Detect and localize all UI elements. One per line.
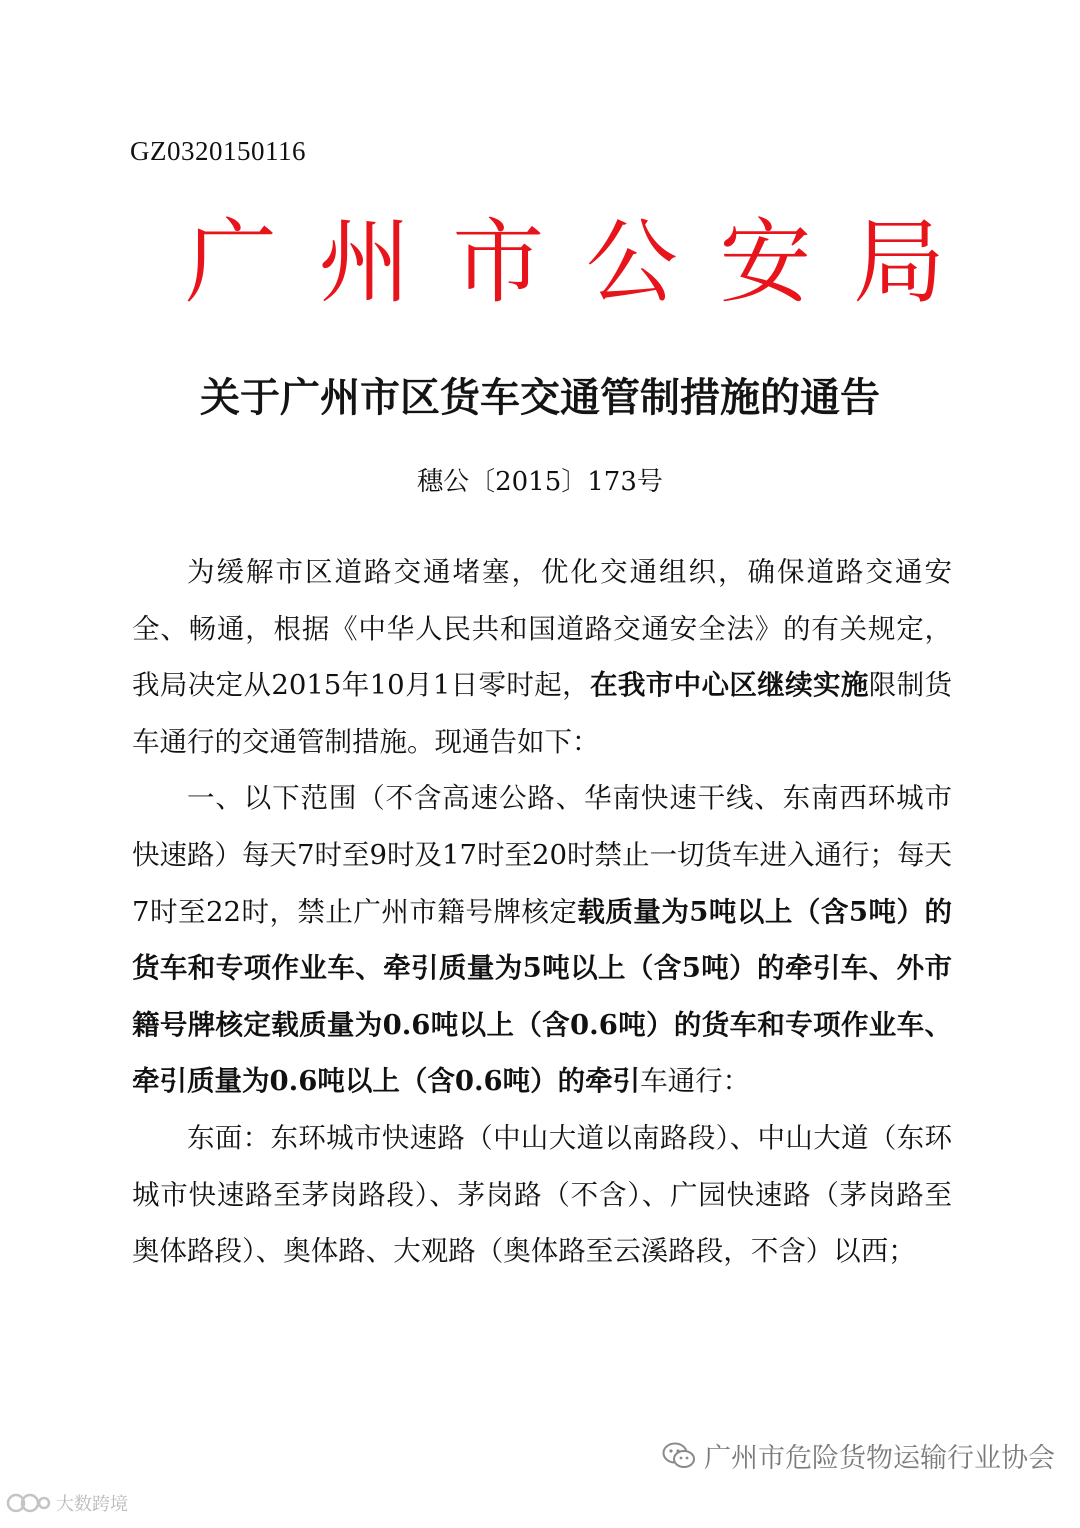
document-number: 穗公〔2015〕173号: [417, 467, 663, 497]
paragraph-scope: [132, 770, 952, 1110]
agency-char: 安: [719, 209, 812, 316]
paragraph-text: 限制货车通行的交通管制措施。现通告如下：: [132, 669, 953, 758]
agency-char: 局: [852, 209, 945, 316]
paragraph-text: 为缓解市区道路交通堵塞，优化交通组织，确保道路交通安全、畅通，根据《中华人民共和国道路交通安全法》的有关规定，我局决定从2015年10月1日零时起，: [132, 556, 952, 702]
agency-char: 广: [185, 209, 278, 316]
paragraph-emphasis: 载质量为5吨以上（含5吨）的货车和专项作业车、牵引质量为5吨以上（含5吨）的牵引车、外市籍号牌核定载质量为0.6吨以上（含0.6吨）的货车和专项作业车、牵引质量为0.6吨以上（含0.6吨）的牵引: [132, 895, 952, 1098]
notice-title: 关于广州市区货车交通管制措施的通告: [200, 375, 880, 421]
agency-char: 公: [585, 209, 678, 316]
agency-char: 州: [318, 209, 411, 316]
notice-body: [132, 544, 952, 1280]
paragraph-intro: [132, 544, 952, 770]
agency-title: [185, 208, 945, 318]
wechat-icon: [662, 1441, 696, 1471]
paragraph-emphasis: 在我市中心区继续实施: [590, 669, 869, 702]
association-watermark: [662, 1436, 1055, 1475]
paragraph-text: 车通行：: [640, 1065, 751, 1098]
site-watermark-label: 大数跨境: [56, 1494, 128, 1515]
document-code: GZ0320150116: [130, 136, 306, 166]
association-watermark-label: 广州市危险货物运输行业协会: [704, 1443, 1055, 1474]
paragraph-text: 一、以下范围（不含高速公路、华南快速干线、东南西环城市快速路）每天7时至9时及17时至20时禁止一切货车进入通行；每天7时至22时，禁止广州市籍号牌核定: [132, 782, 952, 928]
paragraph-text: 东面：东环城市快速路（中山大道以南路段）、中山大道（东环城市快速路至茅岗路段）、茅岗路（不含）、广园快速路（茅岗路至奥体路段）、奥体路、大观路（奥体路至云溪路段，不含）以西；: [132, 1121, 952, 1268]
site-watermark: [6, 1490, 128, 1516]
agency-char: 市: [452, 209, 545, 316]
paragraph-east-boundary: [132, 1110, 952, 1280]
site-logo-icon: [6, 1490, 52, 1516]
